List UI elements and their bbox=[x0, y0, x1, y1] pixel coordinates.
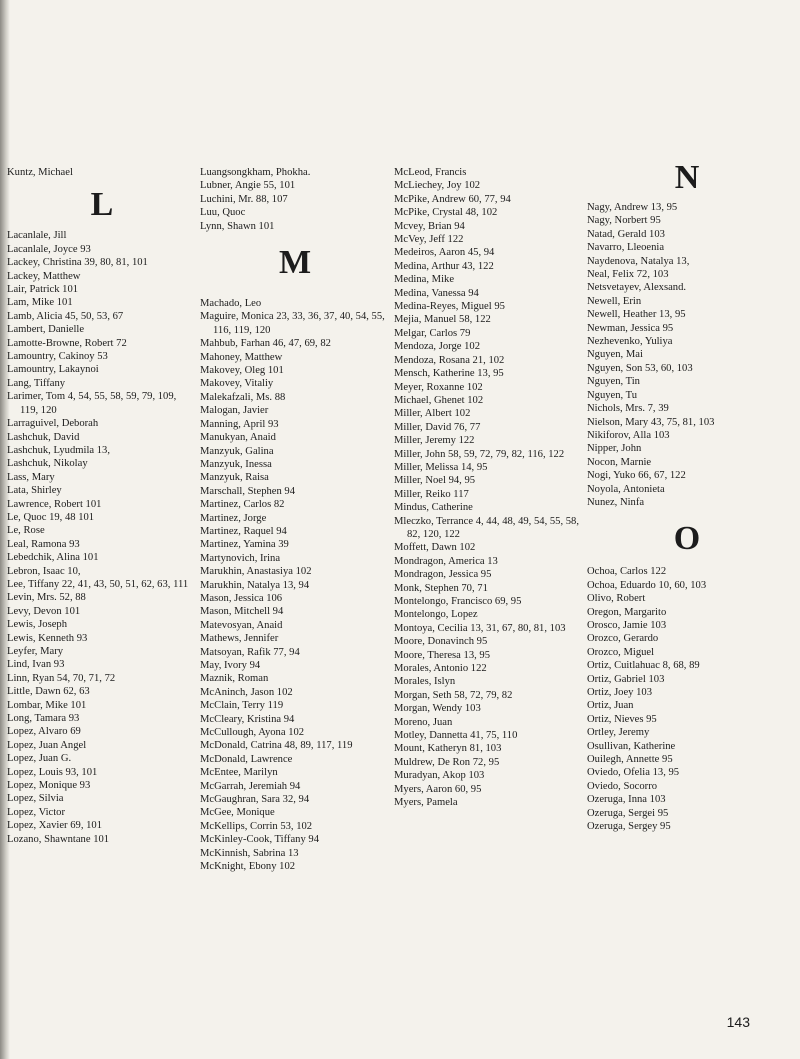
index-entry: Luchini, Mr. 88, 107 bbox=[200, 193, 288, 205]
index-entry: Marukhin, Natalya 13, 94 bbox=[200, 579, 310, 591]
index-entry: Ozeruga, Sergei 95 bbox=[587, 807, 669, 819]
index-entry: Levin, Mrs. 52, 88 bbox=[7, 592, 86, 604]
index-entry: Miller, John 58, 59, 72, 79, 82, 116, 122 bbox=[394, 448, 565, 460]
index-entry: Nguyen, Mai bbox=[587, 349, 643, 361]
index-entry: Noyola, Antonieta bbox=[587, 483, 665, 495]
index-entry: Ozeruga, Inna 103 bbox=[587, 794, 666, 806]
index-entry: Monk, Stephen 70, 71 bbox=[394, 582, 488, 594]
index-entry: Nunez, Ninfa bbox=[587, 496, 645, 508]
index-entry: Miller, Jeremy 122 bbox=[394, 435, 475, 447]
index-entry: McKnight, Ebony 102 bbox=[200, 861, 296, 873]
index-entry: Larraguivel, Deborah bbox=[7, 418, 99, 430]
index-entry: Oviedo, Ofelia 13, 95 bbox=[587, 767, 680, 779]
index-entry: McClain, Terry 119 bbox=[200, 700, 284, 712]
index-entry: McLeod, Francis bbox=[394, 167, 467, 178]
index-entry: Morgan, Wendy 103 bbox=[394, 703, 481, 715]
index-entry: Ortiz, Gabriel 103 bbox=[587, 673, 665, 685]
index-entry: Miller, Melissa 14, 95 bbox=[394, 461, 488, 473]
index-entry: Michael, Ghenet 102 bbox=[394, 394, 484, 406]
index-entry: Leal, Ramona 93 bbox=[7, 538, 80, 550]
index-entry: Manzyuk, Galina bbox=[200, 445, 274, 457]
index-entry: Matevosyan, Anaid bbox=[200, 619, 283, 631]
index-entry: McGee, Monique bbox=[200, 807, 275, 819]
index-entry: Ozeruga, Sergey 95 bbox=[587, 821, 671, 833]
index-entry: McEntee, Marilyn bbox=[200, 767, 278, 779]
index-entry: Orozco, Gerardo bbox=[587, 633, 659, 645]
index-entry: Netsvetayev, Alexsand. bbox=[587, 282, 687, 294]
entry-list bbox=[394, 166, 584, 810]
entry-list bbox=[200, 166, 390, 233]
index-entry: Manukyan, Anaid bbox=[200, 432, 276, 444]
index-entry: Lopez, Victor bbox=[7, 806, 66, 818]
index-entry: Nezhevenko, Yuliya bbox=[587, 336, 673, 348]
index-entry: Nguyen, Tu bbox=[587, 389, 638, 401]
index-entry: Makovey, Oleg 101 bbox=[200, 365, 284, 377]
index-entry: Nguyen, Son 53, 60, 103 bbox=[587, 362, 693, 374]
index-entry: McGarrah, Jeremiah 94 bbox=[200, 780, 301, 792]
index-entry: Olivo, Robert bbox=[587, 593, 646, 605]
index-entry: Ortiz, Cuitlahuac 8, 68, 89 bbox=[587, 660, 700, 672]
index-entry: Moffett, Dawn 102 bbox=[394, 542, 476, 554]
index-entry: Nikiforov, Alla 103 bbox=[587, 429, 670, 441]
index-entry: Luangsongkham, Phokha. bbox=[200, 167, 311, 178]
index-entry: McKellips, Corrin 53, 102 bbox=[200, 820, 313, 832]
index-entry: Le, Rose bbox=[7, 525, 45, 537]
index-entry: Miller, Reiko 117 bbox=[394, 488, 469, 500]
index-entry: Lind, Ivan 93 bbox=[7, 659, 65, 671]
index-entry: Machado, Leo bbox=[200, 298, 262, 310]
index-entry: Leyfer, Mary bbox=[7, 646, 64, 657]
index-entry: Mejia, Manuel 58, 122 bbox=[394, 314, 491, 326]
index-entry: Myers, Pamela bbox=[394, 797, 458, 809]
index-entry: McKinnish, Sabrina 13 bbox=[200, 847, 299, 859]
index-entry: Moore, Donavinch 95 bbox=[394, 636, 488, 648]
index-entry: Morgan, Seth 58, 72, 79, 82 bbox=[394, 689, 513, 701]
index-entry: Martinez, Carlos 82 bbox=[200, 499, 285, 511]
index-entry: Oviedo, Socorro bbox=[587, 780, 658, 792]
index-entry: Lackey, Matthew bbox=[7, 270, 81, 282]
index-entry: Makovey, Vitaliy bbox=[200, 378, 274, 390]
index-entry: Malogan, Javier bbox=[200, 405, 269, 417]
index-entry: Lewis, Joseph bbox=[7, 619, 68, 631]
index-entry: Miller, Noel 94, 95 bbox=[394, 475, 476, 487]
index-entry: Nogi, Yuko 66, 67, 122 bbox=[587, 470, 686, 482]
index-entry: Lebedchik, Alina 101 bbox=[7, 552, 99, 564]
index-entry: Lata, Shirley bbox=[7, 485, 62, 497]
index-entry: Ortiz, Nieves 95 bbox=[587, 713, 657, 725]
index-entry: Osullivan, Katherine bbox=[587, 740, 676, 752]
index-entry: Lewis, Kenneth 93 bbox=[7, 632, 88, 644]
index-entry: Manzyuk, Raisa bbox=[200, 472, 269, 484]
index-entry: Medeiros, Aaron 45, 94 bbox=[394, 247, 495, 259]
index-column-1 bbox=[7, 166, 197, 846]
index-entry: Lee, Tiffany 22, 41, 43, 50, 51, 62, 63, 111 bbox=[7, 578, 189, 590]
index-entry: Navarro, Lleoenia bbox=[587, 242, 665, 254]
index-entry: Levy, Devon 101 bbox=[7, 605, 81, 617]
section-letter-n: N bbox=[674, 159, 700, 196]
index-entry: Lackey, Christina 39, 80, 81, 101 bbox=[7, 257, 148, 269]
index-entry: Marukhin, Anastasiya 102 bbox=[200, 566, 312, 578]
index-entry: Mahoney, Matthew bbox=[200, 351, 283, 363]
index-entry: Lubner, Angie 55, 101 bbox=[200, 180, 296, 192]
index-entry: Lozano, Shawntane 101 bbox=[7, 833, 110, 845]
index-entry: Lashchuk, Nikolay bbox=[7, 458, 88, 470]
index-entry: Lopez, Xavier 69, 101 bbox=[7, 820, 103, 832]
index-entry: Ortley, Jeremy bbox=[587, 727, 650, 739]
index-entry: Mathews, Jennifer bbox=[200, 633, 279, 645]
index-entry: Mcvey, Brian 94 bbox=[394, 220, 465, 232]
index-entry: Ochoa, Carlos 122 bbox=[587, 566, 667, 578]
index-entry: Lass, Mary bbox=[7, 471, 55, 483]
index-entry: Mendoza, Jorge 102 bbox=[394, 341, 481, 353]
index-entry: Mindus, Catherine bbox=[394, 502, 473, 514]
index-entry: Kuntz, Michael bbox=[7, 167, 73, 178]
index-entry: Myers, Aaron 60, 95 bbox=[394, 783, 482, 795]
index-entry: McLiechey, Joy 102 bbox=[394, 180, 481, 192]
index-entry: Meyer, Roxanne 102 bbox=[394, 381, 483, 393]
index-entry: McKinley-Cook, Tiffany 94 bbox=[200, 834, 319, 846]
index-entry: Mensch, Katherine 13, 95 bbox=[394, 368, 504, 380]
index-entry: Marschall, Stephen 94 bbox=[200, 485, 296, 497]
index-entry: Lamountry, Lakaynoi bbox=[7, 364, 99, 376]
index-entry: Lashchuk, David bbox=[7, 431, 80, 443]
index-entry: Orosco, Jamie 103 bbox=[587, 619, 667, 631]
index-entry: McAninch, Jason 102 bbox=[200, 686, 293, 698]
entry-list bbox=[200, 297, 390, 873]
index-entry: Montelongo, Francisco 69, 95 bbox=[394, 596, 522, 607]
index-entry: Lopez, Silvia bbox=[7, 793, 64, 805]
index-entry: Ortiz, Juan bbox=[587, 700, 634, 712]
index-entry: Lopez, Louis 93, 101 bbox=[7, 766, 98, 778]
index-entry: Malekafzali, Ms. 88 bbox=[200, 391, 286, 403]
index-entry: Nocon, Marnie bbox=[587, 456, 652, 468]
index-entry: McPike, Crystal 48, 102 bbox=[394, 207, 498, 219]
index-entry: Lopez, Juan G. bbox=[7, 753, 72, 765]
index-entry: Miller, Albert 102 bbox=[394, 408, 471, 420]
index-entry: Lacanlale, Joyce 93 bbox=[7, 243, 91, 255]
index-entry: Mondragon, America 13 bbox=[394, 555, 498, 567]
index-entry: Luu, Quoc bbox=[200, 207, 246, 219]
index-entry: Nielson, Mary 43, 75, 81, 103 bbox=[587, 416, 715, 428]
index-entry: Lambert, Danielle bbox=[7, 324, 85, 336]
index-entry: Morales, Antonio 122 bbox=[394, 663, 487, 675]
index-entry: Ochoa, Eduardo 10, 60, 103 bbox=[587, 579, 707, 591]
index-entry: May, Ivory 94 bbox=[200, 660, 261, 671]
index-entry: Mondragon, Jessica 95 bbox=[394, 569, 492, 581]
index-entry: Newell, Heather 13, 95 bbox=[587, 309, 686, 321]
index-entry: McCullough, Ayona 102 bbox=[200, 727, 305, 739]
index-entry: Mahbub, Farhan 46, 47, 69, 82 bbox=[200, 338, 331, 350]
index-entry: Nichols, Mrs. 7, 39 bbox=[587, 403, 669, 415]
index-entry: Nipper, John bbox=[587, 443, 642, 455]
index-entry: Nguyen, Tin bbox=[587, 376, 640, 388]
index-entry: McDonald, Lawrence bbox=[200, 753, 293, 765]
index-entry: Mount, Katheryn 81, 103 bbox=[394, 743, 502, 755]
index-entry: Medina, Vanessa 94 bbox=[394, 287, 479, 299]
index-entry: Lamotte-Browne, Robert 72 bbox=[7, 337, 127, 349]
index-entry: Lang, Tiffany bbox=[7, 377, 66, 389]
index-entry: Le, Quoc 19, 48 101 bbox=[7, 511, 95, 523]
index-entry: Lair, Patrick 101 bbox=[7, 284, 79, 296]
index-entry: Nagy, Andrew 13, 95 bbox=[587, 202, 678, 213]
section-letter-o: O bbox=[673, 520, 701, 558]
index-entry: Melgar, Carlos 79 bbox=[394, 327, 471, 339]
index-entry: Ouilegh, Annette 95 bbox=[587, 754, 673, 766]
index-entry: McVey, Jeff 122 bbox=[394, 234, 464, 246]
index-entry: Montoya, Cecilia 13, 31, 67, 80, 81, 103 bbox=[394, 622, 566, 634]
index-entry: Lynn, Shawn 101 bbox=[200, 220, 275, 232]
index-entry: Lamb, Alicia 45, 50, 53, 67 bbox=[7, 310, 124, 322]
index-entry: Muldrew, De Ron 72, 95 bbox=[394, 756, 500, 768]
entry-list bbox=[587, 565, 787, 833]
index-entry: Mendoza, Rosana 21, 102 bbox=[394, 354, 505, 366]
index-column-3 bbox=[394, 166, 584, 810]
section-letter-l: L bbox=[90, 186, 114, 224]
index-entry: Mason, Jessica 106 bbox=[200, 592, 283, 604]
index-entry: McCleary, Kristina 94 bbox=[200, 713, 295, 725]
page-number: 143 bbox=[726, 1014, 750, 1030]
index-entry: Larimer, Tom 4, 54, 55, 58, 59, 79, 109, 119, 120 bbox=[7, 391, 177, 416]
index-entry: Morales, Islyn bbox=[394, 676, 456, 688]
index-entry: Oregon, Margarito bbox=[587, 606, 667, 618]
index-entry: Lawrence, Robert 101 bbox=[7, 498, 102, 510]
index-entry: Neal, Felix 72, 103 bbox=[587, 269, 669, 281]
index-entry: Medina, Mike bbox=[394, 274, 455, 286]
index-entry: Little, Dawn 62, 63 bbox=[7, 686, 90, 698]
index-entry: Maznik, Roman bbox=[200, 673, 269, 685]
index-entry: Lebron, Isaac 10, bbox=[7, 565, 81, 577]
entry-list bbox=[7, 166, 197, 179]
index-entry: Muradyan, Akop 103 bbox=[394, 770, 485, 782]
index-entry: Lacanlale, Jill bbox=[7, 230, 67, 242]
index-entry: Moore, Theresa 13, 95 bbox=[394, 649, 491, 661]
index-entry: McPike, Andrew 60, 77, 94 bbox=[394, 193, 511, 205]
index-entry: Motley, Dannetta 41, 75, 110 bbox=[394, 730, 518, 742]
index-entry: Miller, David 76, 77 bbox=[394, 421, 481, 433]
index-entry: McGaughran, Sara 32, 94 bbox=[200, 794, 310, 806]
index-entry: Medina-Reyes, Miguel 95 bbox=[394, 301, 505, 313]
index-entry: Lopez, Monique 93 bbox=[7, 780, 91, 792]
index-entry: Newell, Erin bbox=[587, 295, 642, 307]
index-entry: Manning, April 93 bbox=[200, 418, 279, 430]
section-letter-m: M bbox=[278, 244, 312, 282]
index-entry: Martinez, Yamina 39 bbox=[200, 539, 289, 551]
index-entry: Naydenova, Natalya 13, bbox=[587, 255, 690, 267]
index-entry: Lashchuk, Lyudmila 13, bbox=[7, 444, 110, 456]
index-column-2 bbox=[200, 166, 390, 874]
index-entry: Lopez, Juan Angel bbox=[7, 739, 87, 751]
index-entry: Natad, Gerald 103 bbox=[587, 228, 665, 240]
entry-list bbox=[7, 229, 197, 846]
index-entry: Lopez, Alvaro 69 bbox=[7, 726, 81, 738]
index-entry: Long, Tamara 93 bbox=[7, 713, 80, 725]
index-entry: Manzyuk, Inessa bbox=[200, 458, 272, 470]
index-entry: Lombar, Mike 101 bbox=[7, 699, 87, 711]
index-entry: Nagy, Norbert 95 bbox=[587, 215, 661, 227]
index-entry: Martinez, Raquel 94 bbox=[200, 525, 287, 537]
index-entry: Ortiz, Joey 103 bbox=[587, 687, 653, 698]
entry-list bbox=[587, 201, 787, 509]
index-entry: Linn, Ryan 54, 70, 71, 72 bbox=[7, 672, 116, 684]
index-column-4 bbox=[587, 158, 787, 833]
index-entry: Montelongo, Lopez bbox=[394, 609, 478, 621]
index-entry: Newman, Jessica 95 bbox=[587, 322, 674, 334]
index-entry: Mason, Mitchell 94 bbox=[200, 606, 284, 618]
index-entry: Matsoyan, Rafik 77, 94 bbox=[200, 646, 300, 658]
index-entry: Martinez, Jorge bbox=[200, 512, 267, 524]
index-entry: Lam, Mike 101 bbox=[7, 297, 73, 309]
index-entry: Maguire, Monica 23, 33, 36, 37, 40, 54, 55, 116, 119, 120 bbox=[200, 311, 385, 336]
index-entry: Orozco, Miguel bbox=[587, 646, 655, 658]
index-entry: Lamountry, Cakinoy 53 bbox=[7, 351, 108, 363]
index-entry: Mleczko, Terrance 4, 44, 48, 49, 54, 55, 58, 82, 120, 122 bbox=[394, 515, 579, 540]
index-entry: Medina, Arthur 43, 122 bbox=[394, 260, 494, 272]
index-entry: Moreno, Juan bbox=[394, 716, 453, 728]
index-entry: Martynovich, Irina bbox=[200, 552, 281, 564]
index-entry: McDonald, Catrina 48, 89, 117, 119 bbox=[200, 740, 353, 752]
